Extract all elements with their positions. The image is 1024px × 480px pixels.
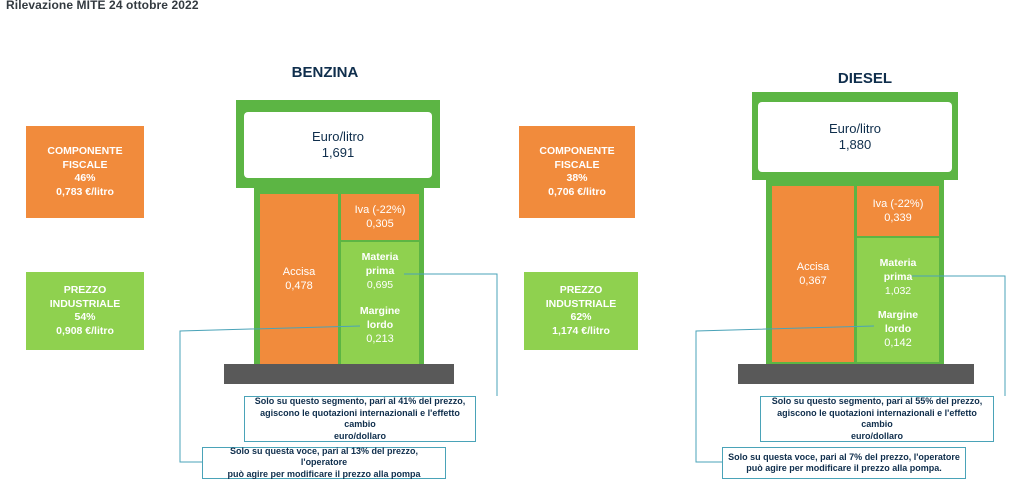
segment-value: 0,478: [285, 280, 313, 292]
price-value: 1,880: [838, 137, 872, 152]
segment-name: Margine lordo: [877, 309, 919, 335]
note-line: Solo su questo segmento, pari al 55% del prezzo,: [771, 396, 983, 406]
segment-name: Margine lordo: [359, 305, 401, 331]
segment-name: Accisa: [282, 266, 316, 278]
fuel-title-benzina: BENZINA: [291, 64, 359, 81]
segment-name: Iva (-22%): [354, 204, 406, 216]
connector-margine-benzina: [180, 326, 360, 462]
fuel-title-diesel: DIESEL: [837, 70, 893, 87]
price-value: 1,691: [321, 145, 355, 160]
segment-value: 1,032: [884, 285, 912, 297]
note-line: può agire per modificare il prezzo alla pompa.: [746, 463, 942, 473]
segment-name: Materia prima: [361, 251, 399, 277]
note-line: può agire per modificare il prezzo alla pompa: [227, 468, 421, 479]
page-header: Rilevazione MITE 24 ottobre 2022: [6, 0, 199, 12]
note-line: euro/dollaro: [850, 430, 903, 441]
segment-value: 0,305: [366, 218, 394, 230]
industrial-percent: 62%: [570, 311, 592, 323]
industrial-percent: 54%: [74, 311, 96, 323]
fiscal-title: COMPONENTE FISCALE: [539, 145, 615, 171]
segment-name: Materia prima: [879, 257, 917, 283]
industrial-value: 1,174 €/litro: [552, 324, 610, 337]
note-line: agiscono le quotazioni internazionali e l'effetto cambio: [260, 407, 460, 429]
note-line: Solo su questa voce, pari al 7% del prezzo, l'operatore: [728, 451, 960, 462]
price-label: Euro/litro: [311, 129, 365, 144]
industrial-value: 0,908 €/litro: [56, 324, 114, 337]
segment-name: Accisa: [796, 261, 830, 273]
note-line: Solo su questo segmento, pari al 41% del prezzo,: [254, 396, 466, 406]
segment-value: 0,142: [884, 337, 912, 349]
fiscal-value: 0,783 €/litro: [56, 185, 114, 198]
fiscal-value: 0,706 €/litro: [548, 185, 606, 198]
fiscal-title: COMPONENTE FISCALE: [47, 145, 123, 171]
connector-materia-diesel: [912, 276, 1005, 396]
industrial-title: PREZZO INDUSTRIALE: [545, 284, 617, 310]
segment-name: Iva (-22%): [872, 198, 924, 210]
fiscal-percent: 38%: [566, 172, 588, 184]
fiscal-percent: 46%: [74, 172, 96, 184]
segment-value: 0,695: [366, 279, 394, 291]
segment-value: 0,367: [799, 275, 827, 287]
segment-value: 0,339: [884, 212, 912, 224]
price-label: Euro/litro: [828, 121, 882, 136]
segment-value: 0,213: [366, 333, 394, 345]
note-line: Solo su questa voce, pari al 13% del prezzo, l'operatore: [229, 445, 419, 468]
connector-materia-benzina: [404, 274, 497, 396]
note-line: euro/dollaro: [333, 430, 386, 441]
note-line: agiscono le quotazioni internazionali e l'effetto cambio: [777, 407, 977, 429]
connector-margine-diesel: [696, 326, 874, 462]
industrial-title: PREZZO INDUSTRIALE: [49, 284, 121, 310]
